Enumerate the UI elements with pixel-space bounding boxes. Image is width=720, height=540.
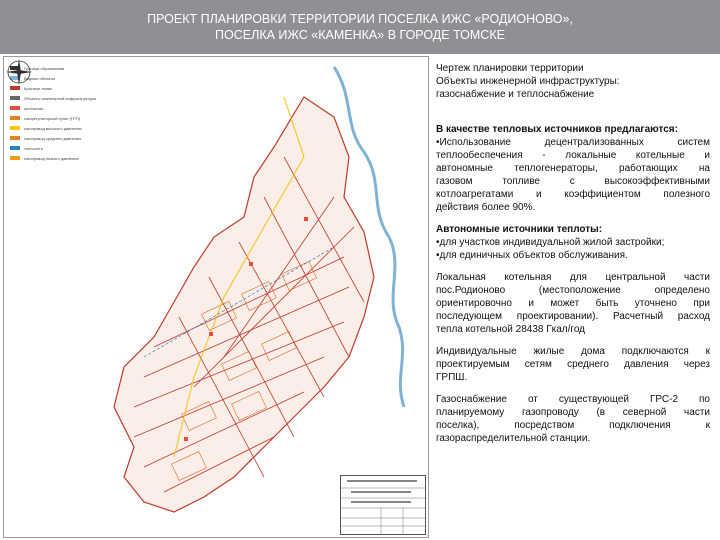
drawing-title-line: газоснабжение и теплоснабжение: [436, 89, 595, 100]
paragraph-line: проектируемым сетям среднего давления через: [436, 359, 710, 370]
paragraph-line: Газоснабжение от существующей ГРС-2 по: [436, 394, 710, 405]
paragraph-line: Локальная котельная для центральной части: [436, 272, 710, 283]
description-panel: [436, 62, 710, 454]
paragraph-line: ГРПШ.: [436, 372, 468, 383]
heat-sources-paragraph: [436, 123, 710, 214]
paragraph-line: Автономные источники теплоты:: [436, 224, 603, 235]
paragraph-line: теплообеспечения - локальные котельные и: [436, 150, 710, 161]
legend-item: газопровод низкого давления: [10, 153, 130, 163]
paragraph-line: газораспределительной станции.: [436, 433, 591, 444]
title-block-stamp: [340, 475, 426, 535]
legend-item: Водные объекты: [10, 73, 130, 83]
paragraph-line: Индивидуальные жилые дома подключаются к: [436, 346, 710, 357]
paragraph-line: •для участков индивидуальной жилой застройки;: [436, 237, 665, 248]
paragraph-line: действия более 90%.: [436, 202, 536, 213]
drawing-title-line: Объекты инженерной инфраструктуры:: [436, 76, 620, 87]
paragraph-line: поселка), посредством подключения к: [436, 420, 710, 431]
gas-supply-paragraph: [436, 393, 710, 445]
paragraph-line: тепла котельной 28438 Гкал/год: [436, 324, 586, 335]
legend-item: теплосеть: [10, 143, 130, 153]
paragraph-line: ориентировочно и может быть уточнено при: [436, 298, 710, 309]
paragraph-line: последующем проектировании). Расчетный расход: [436, 311, 710, 322]
paragraph-line: пос.Родионово (местоположение определено: [436, 285, 710, 296]
legend-item: газопровод среднего давления: [10, 133, 130, 143]
legend-item: Граница образования: [10, 63, 130, 73]
paragraph-line: газовом топливе с высокоэффективными: [436, 176, 710, 187]
paragraph-line: планируемому газопроводу (в северной части: [436, 407, 710, 418]
legend-item: газорегуляторный пункт (ГРП): [10, 113, 130, 123]
planning-map[interactable]: [3, 56, 429, 538]
houses-connection-paragraph: [436, 345, 710, 384]
legend-item: газопровод высокого давления: [10, 123, 130, 133]
legend-item: Красные линии: [10, 83, 130, 93]
header-title-line-2: ПОСЕЛКА ИЖС «КАМЕНКА» В ГОРОДЕ ТОМСКЕ: [215, 28, 505, 42]
slide-header: [0, 0, 720, 54]
paragraph-line: •Использование децентрализованных систем: [436, 137, 710, 148]
drawing-title: [436, 62, 710, 101]
header-title-line-1: ПРОЕКТ ПЛАНИРОВКИ ТЕРРИТОРИИ ПОСЕЛКА ИЖС «РОДИОНОВО»,: [147, 12, 573, 26]
compass-rose-icon: [4, 57, 34, 87]
paragraph-line: автономные теплогенераторы, работающих на: [436, 163, 710, 174]
paragraph-line: котлоагрегатами и коэффициентом полезного: [436, 189, 710, 200]
autonomous-sources-paragraph: [436, 223, 710, 262]
legend-item: котельная: [10, 103, 130, 113]
paragraph-line: •для единичных объектов обслуживания.: [436, 250, 628, 261]
drawing-title-line: Чертеж планировки территории: [436, 63, 584, 74]
boiler-house-paragraph: [436, 271, 710, 336]
paragraph-line: В качестве тепловых источников предлагаются:: [436, 124, 678, 135]
legend-item: Объекты инженерной инфраструктуры: [10, 93, 130, 103]
